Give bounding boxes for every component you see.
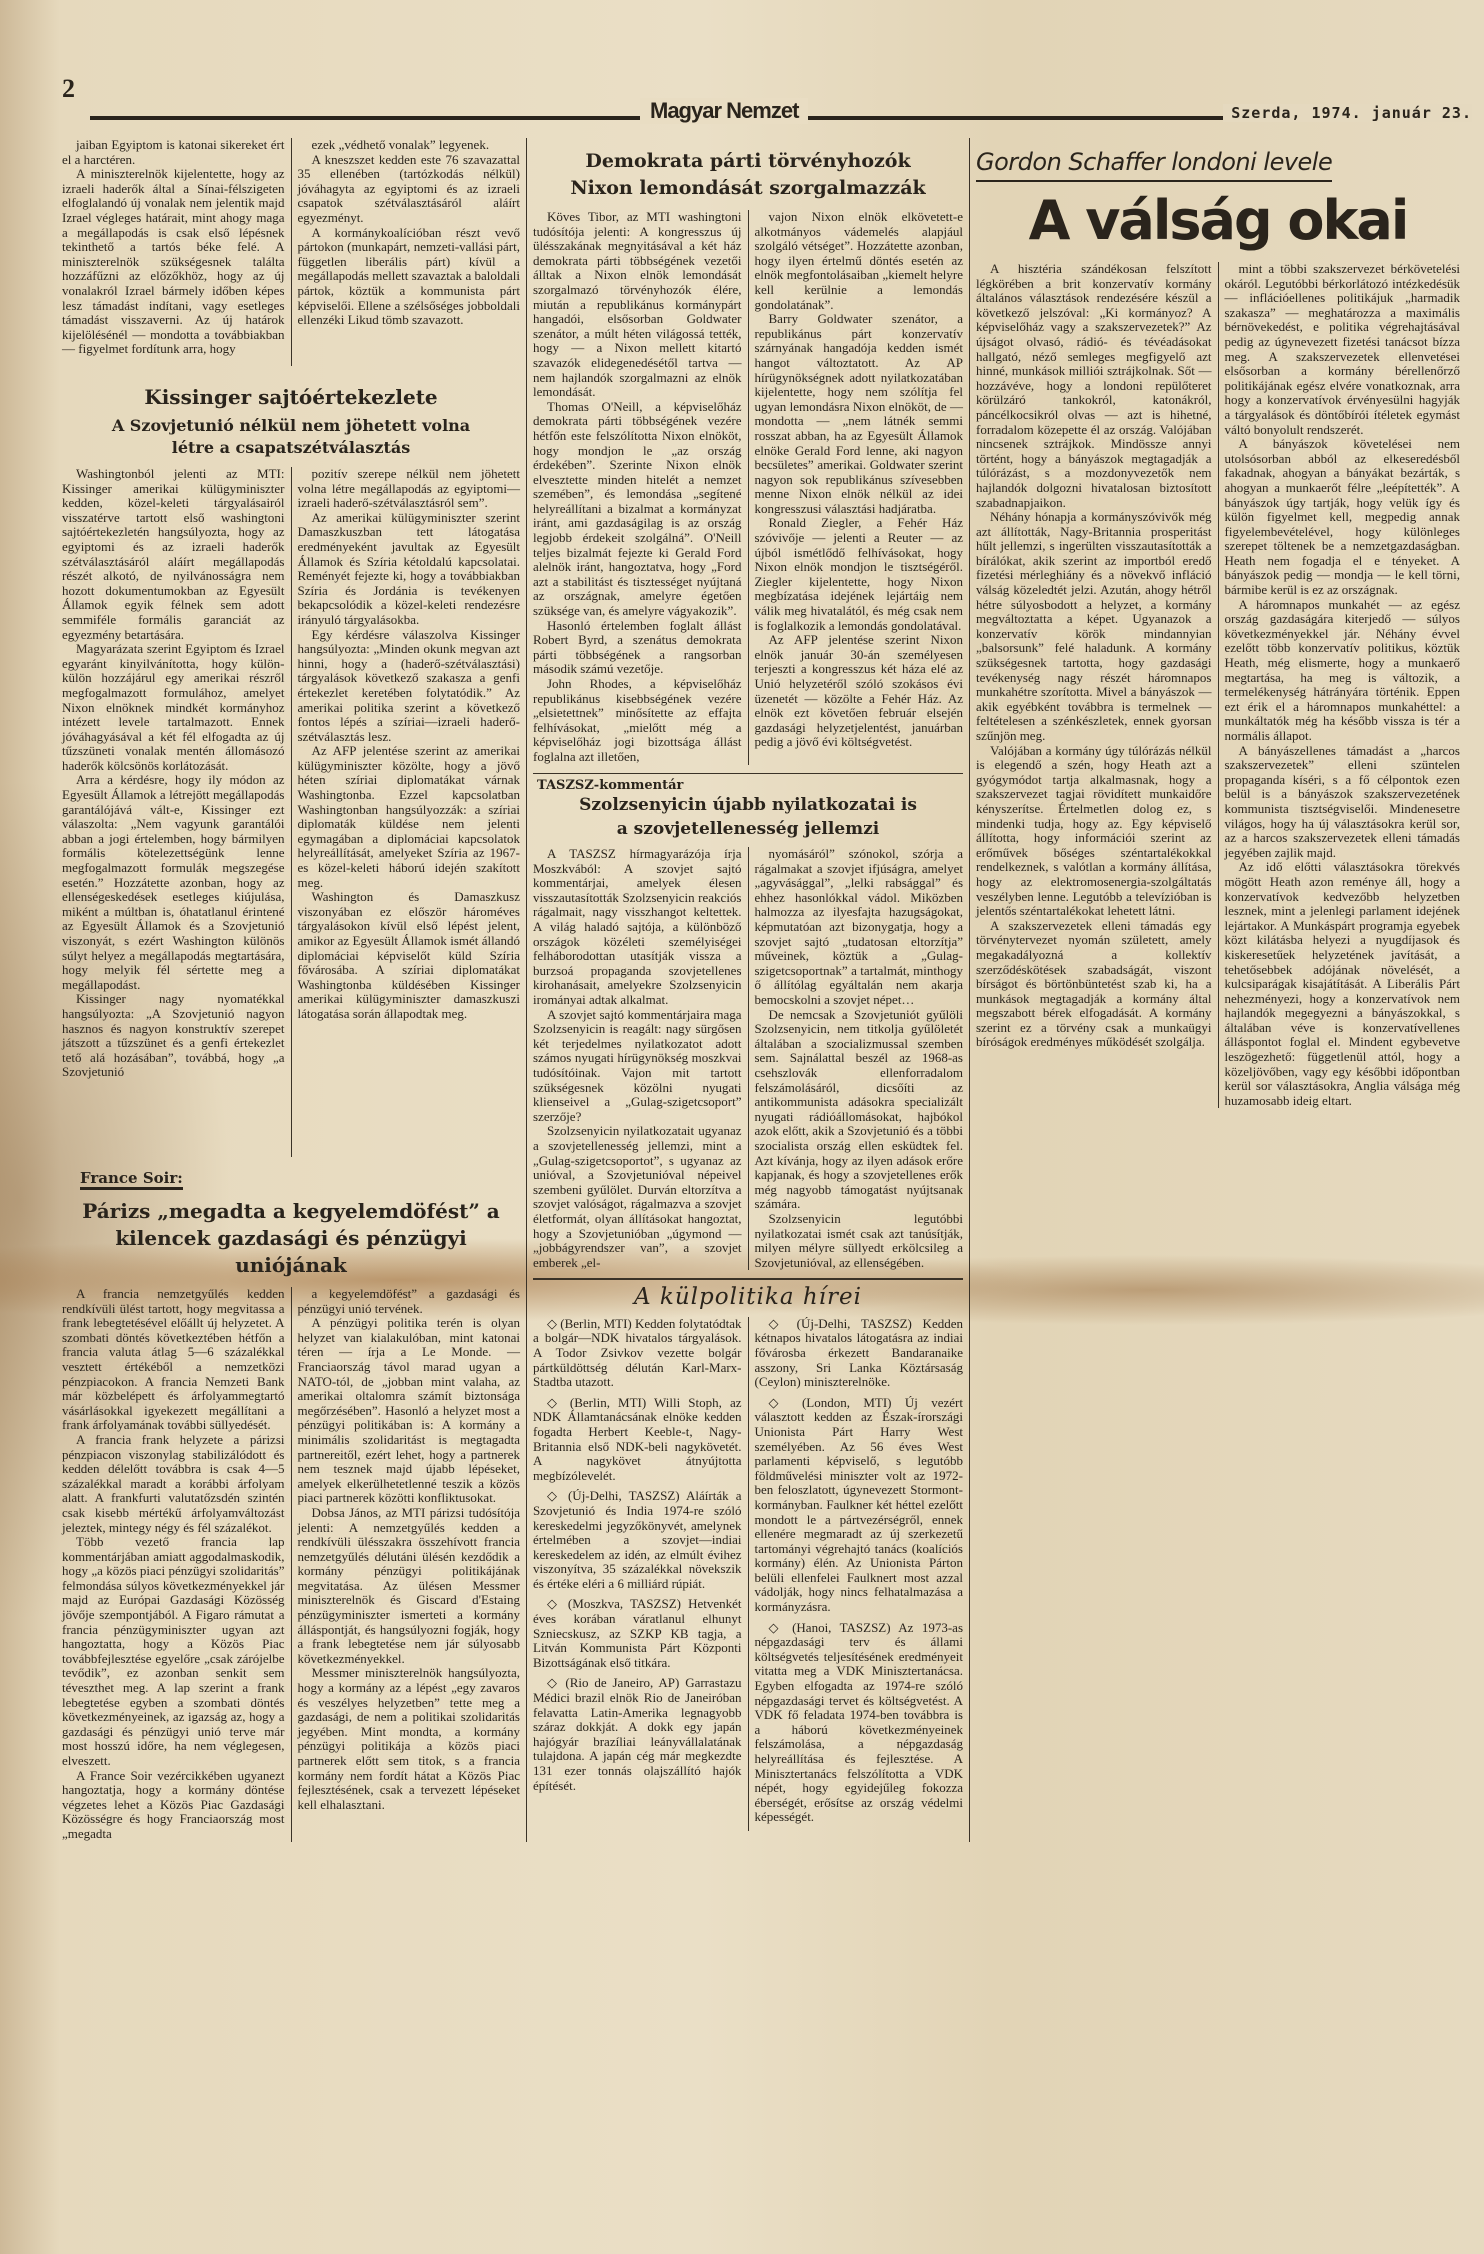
paragraph: A háromnapos munkahét — az egész ország gazdaságára kiterjedő — súlyos következményekkel jár. Néhány évvel ezelőtt több konzervatív politikus, köztük Heath, még elismerte, hogy a munkaerő megtartása, ha meg is változik, a termelékenység hátrányára történik. Eppen ezt érik el a háromnapos munkahéttel: a munkáltatók még ha később vissza is tér a normális állapot. bbox=[1224, 596, 1460, 743]
page-number: 2 bbox=[62, 74, 75, 103]
democrats-headline-2: Nixon lemondását szorgalmazzák bbox=[570, 177, 926, 199]
paragraph: A hisztéria szándékosan felszított légkörében a brit konzervatív kormány általános választások rendezésére készül a következő jelszóval: „Ki kormányoz? A képviselőház vagy a szakszervezetek?” Az újságot olvasó, rádió- és tévéadásokat hallgató, néző semleges megfigyelő azt hinné, munkások milliói sztrájkolnak. Sőt — hozzávéve, hogy a londoni repülőteret körülzáró tankokról, katonákról, páncélkocsikról olvas — azt is hihetné, forradalom közepette él az ország. Valójában nincsenek sztrájkok. Mindössze annyi történt, hogy a bányászok megtagadják a túlórázást, s a mozdonyvezetők nem hajlandók dolgozni hivatalosan biztosított szabadnapjaikon. bbox=[976, 261, 1212, 510]
page-body bbox=[62, 138, 1466, 1842]
democrats-headline-1: Demokrata párti törvényhozók bbox=[585, 150, 911, 172]
paragraph: Dobsa János, az MTI párizsi tudósítója jelenti: A nemzetgyűlés kedden a rendkívüli ülésszakra összehívott francia nemzetgyűlés délutáni ülésén kezdődik a kormány pénzügyi politikájának megvitatása. Az ülésen Messmer miniszterelnök és Giscard d'Estaing pénzügyminiszter ismerteti a kormány álláspontját, és hangsúlyozni fogják, hogy a frank lebegtetése nem jár súlyosabb következményekkel. bbox=[297, 1504, 520, 1666]
democrats-col2 bbox=[748, 210, 964, 765]
crisis-col1 bbox=[976, 262, 1212, 1108]
taszsz-headline-1: Szolzsenyicin újabb nyilatkozatai is bbox=[579, 795, 917, 816]
paragraph: Barry Goldwater szenátor, a republikánus párt konzervatív szárnyának hangadója kedden ismét hangot változtatott. Az AP hírügynökségnek adott nyilatkozatában kijelentette, hogy nem szólítja fel ugyan lemondásra Nixon elnököt, de — mondotta — „nem látnék semmi rosszat abban, ha az Egyesült Államok elnöke Gerald Ford lenne, aki nagyon becsületes” amerikai. Goldwater szerint nagyon sok republikánus szívesebben menne Nixon elnök nélkül az idei kongresszusi választási hadjáratba. bbox=[754, 311, 963, 516]
kissinger-col2 bbox=[291, 467, 521, 1157]
paragraph: A miniszterelnök kijelentette, hogy az izraeli haderők által a Sínai-félszigeten elfoglalandó új vonalak nem jelentik majd Izrael végleges határait, mint ahogy maga a megállapodás is csak első lépésnek tekinthető a tartós béke felé. A miniszterelnök szükségesnek találta hozzáfűzni az előzőkhöz, hogy az új vonalakról Izrael bármely időben képes lesz támadást indítani, vagy esetleges támadást visszaverni. Az új határok kijelölésénél — mondotta a továbbiakban — figyelmet fordítunk arra, hogy bbox=[62, 166, 285, 357]
paragraph: Szolzsenyicin legutóbbi nyilatkozatai ismét csak azt tanúsítják, milyen mélyre süllyedt erkölcsileg a Szovjetunióval, az ellenségében. bbox=[754, 1210, 963, 1270]
section-rule bbox=[533, 1278, 963, 1280]
paragraph: ◇ (Berlin, MTI) Kedden folytatódtak a bolgár—NDK hivatalos tárgyalások. A Todor Zsivkov vezette bolgár pártküldöttség délután Karl-Marx-Stadtba utazott. bbox=[533, 1315, 742, 1390]
paragraph: Az idő előtti választásokra törekvés mögött Heath azon reménye áll, hogy a konzervatívok kedvezőbb helyzetben lesznek, mint a jelenlegi parlament idejének lejártakor. A Munkáspárt programja egyebek közt kilátásba helyezi a nyugdíjasok és kiskeresetűek helyzetének javítását, a tehetősebbek adójának növelését, a kulcsiparágak kisajátítását. A Liberális Párt nehezményezi, hogy a konzervatívok nem hajlandók megegyezni a bányászokkal, s általában véve is konzervatívellenes álláspontot foglal el. Mindent egybevetve leszögezhető: függetlenül attól, hogy a közeljövőben, vagy egy későbbi időpontban kerül sor választásokra, Anglia válsága még huzamosabb ideig eltart. bbox=[1224, 859, 1460, 1108]
france-soir-kicker: France Soir: bbox=[80, 1169, 183, 1190]
paragraph: ezek „védhető vonalak” legyenek. bbox=[311, 137, 490, 152]
france-soir-col2 bbox=[291, 1287, 521, 1842]
left-top-article bbox=[62, 138, 520, 366]
paragraph: ◇ (Rio de Janeiro, AP) Garrastazu Médici brazil elnök Rio de Janeiróban felavatta Latin-Amerika legnagyobb száraz dokkját. A dokk egy japán hajógyár brazíliai leányvállalatának tulajdona. A japán cég már megkezdte 131 ezer tonnás olajszállító hajók építését. bbox=[533, 1675, 742, 1793]
paragraph: A francia nemzetgyűlés kedden rendkívüli ülést tartott, hogy megvitassa a frank lebegtetésével előállt új helyzetet. A szombati döntés következtében hétfőn a francia valuta átlag 5—6 százalékkal vesztett értékéből a nemzetközi pénzpiacokon. A francia Nemzeti Bank már közbelépett és árfolyammegtartó vásárlásokkal igyekezett megállítani a frank árfolyamának további süllyedését. bbox=[62, 1286, 285, 1433]
foreign-news-article bbox=[533, 1317, 963, 1831]
right-section bbox=[969, 138, 1460, 1842]
taszsz-headline-2: a szovjetellenesség jellemzi bbox=[616, 819, 880, 840]
paragraph: De nemcsak a Szovjetuniót gyűlöli Szolzsenyicin, nem titkolja gyűlöletét általában a szocializmussal szemben sem. Sajnálattal beszél az 1968-as csehszlovák ellenforradalom felszámolásáról, dicsőíti az antikommunista adásokra specializált nyugati rádióállomásokat, hajbókol azok előtt, akik a Szovjetunió és a többi szocialista ország ellen esküdtek fel. Azt kívánja, hogy az ilyen adások erőre kapjanak, és hogy a szovjetellenes erők még nagyobb támogatást nyújtsanak számára. bbox=[754, 1006, 963, 1212]
paragraph: Ronald Ziegler, a Fehér Ház szóvivője — jelenti a Reuter — az újból ismétlődő felhívásokat, hogy Nixon elnök mondjon le tisztségéről. Ziegler kijelentette, hogy Nixon megbízatása idejének lejártáig nem válik meg hivatalától, és még csak nem is foglalkozik a lemondás gondolatával. bbox=[754, 515, 963, 633]
france-soir-col1 bbox=[62, 1287, 285, 1842]
kissinger-headline: Kissinger sajtóértekezlete bbox=[144, 385, 438, 409]
paragraph: ◇ (Új-Delhi, TASZSZ) Aláírták a Szovjetunió és India 1974-re szóló kereskedelmi jegyzőkönyvét, amelynek értelmében a szovjet—indiai kereskedelem az idén, az elmúlt évihez viszonyítva, 35 százalékkal növekszik és értéke eléri a 6 milliárd rúpiát. bbox=[533, 1488, 742, 1591]
kissinger-article bbox=[62, 467, 520, 1157]
crisis-col2 bbox=[1218, 262, 1461, 1108]
paragraph: ◇ (London, MTI) Új vezért választott kedden az Észak-írországi Unionista Párt Harry West személyében. Az 56 éves West parlamenti képviselő, s legutóbb földművelési miniszter volt az 1972-ben feloszlatott, úgynevezett Stormont-kormányban. Faulkner két héttel ezelőtt mondott le a pártvezérségről, ennek ellenére megmaradt az új szerkezetű tartományi végrehajtó tanács (koalíciós kormány) élén. Az Unionista Párton belüli ellenfelei Faulknert most azzal vádolják, hogy nincs felhatalmazása a kormányzásra. bbox=[754, 1394, 963, 1615]
paragraph: A bányászellenes támadást a „harcos szakszervezetek” elleni szüntelen propaganda kíséri, s a fő célpontok ezen belül is a bányászok szakszervezetének kommunista tisztségviselői. Mindenesetre világos, hogy ha új választásokra kerül sor, az a harcos szakszervezetek elleni támadás jegyében zajlik majd. bbox=[1224, 742, 1460, 860]
paragraph: Magyarázata szerint Egyiptom és Izrael egyaránt kinyilvánította, hogy külön-külön hozzájárul egy amerikai részről megfogalmazott formulához, amelyet Nixon elnöknek mindkét kormányhoz intézett levele tartalmazott. Ennek jóváhagyásával a két fél elfogadta az új tűzszüneti vonalak mentén állomásozó haderők kölcsönös korlátozását. bbox=[62, 641, 285, 773]
paragraph: nyomásáról” szónokol, szórja a rágalmakat a szovjet ifjúságra, amelyet „agyvásággal”, „lelki rabsággal” és ehhez hasonlókkal vádol. Miközben halmozza az ilyesfajta hazugságokat, képmutatóan azt bizonygatja, hogy a szovjet sajtó „tudatosan eltorzítja” műveinek, köztük a „Gulag-szigetcsoportnak” a tartalmát, minthogy ő állítólag egyáltalán nem akarja bemocskolni a szovjet népet… bbox=[754, 846, 963, 1007]
left-section bbox=[62, 138, 520, 1842]
taszsz-kicker: TASZSZ-kommentár bbox=[537, 778, 684, 794]
paragraph: A pénzügyi politika terén is olyan helyzet van kialakulóban, mint katonai téren — írja a Le Monde. — Franciaország távol marad ugyan a NATO-tól, de „jobban mint valaha, az amerikai oltalomra számít biztonsága megőrzésében”. Hasonló a helyzet most a pénzügyi politikában is: A kormány a minimális szolidaritást is megtagadta partnereitől, ezért lehet, hogy a partnerek nem tesznek majd újabb lépéseket, amelyek elkerülhetetlenné teszik a közös piaci partnerek közötti konfliktusokat. bbox=[297, 1315, 520, 1506]
france-soir-article bbox=[62, 1287, 520, 1842]
paragraph: Köves Tibor, az MTI washingtoni tudósítója jelenti: A kongresszus új ülésszakának megnyitásával a két ház demokrata párti többségének vezetői álltak a Nixon elnök lemondását szorgalmazó törvényhozók élére, miután a republikánus kormánypárt hangadói, elsősorban Goldwater szenátor, a múlt héten világossá tették, hogy — a Nixon mellett kitartó szavazók elidegenedésétől tartva — nem hajlandók szorgalmazni az elnök lemondását. bbox=[533, 209, 742, 400]
paragraph: ◇ (Moszkva, TASZSZ) Hetvenkét éves korában váratlanul elhunyt Szniecskusz, az SZKP KB tagja, a Litván Kommunista Párt Központi Bizottságának első titkára. bbox=[533, 1596, 742, 1670]
paragraph: John Rhodes, a képviselőház republikánus kisebbségének vezére „elsietettnek” minősítette az effajta felhívásokat, „mielőtt még a képviselőház jogi bizottsága állást foglalna azt illetően, bbox=[533, 676, 742, 764]
paragraph: Hasonló értelemben foglalt állást Robert Byrd, a szenátus demokrata párti többségének a rangsorban második számú vezetője. bbox=[533, 617, 742, 677]
paragraph: Az amerikai külügyminiszter szerint Damaszkuszban tett látogatása eredményeként javultak az Egyesült Államok és Szíria kétoldalú kapcsolatai. Reményét fejezte ki, hogy a továbbiakban Szíria és Jordánia is tevékenyen bekapcsolódik a közel-keleti rendezésre irányuló tárgyalásokba. bbox=[297, 509, 520, 627]
paragraph: ◇ (Új-Delhi, TASZSZ) Kedden kétnapos hivatalos látogatásra az indiai fővárosba érkezett Bandaranaike asszony, Sri Lanka Köztársaság (Ceylon) miniszterelnöke. bbox=[754, 1315, 963, 1390]
paragraph: A TASZSZ hírmagyarázója írja Moszkvából: A szovjet sajtó kommentárjai, amelyek élesen visszautasították Szolzsenyicin reakciós rágalmait, nagy visszhangot keltettek. A világ haladó sajtója, a különböző országok közéleti személyiségei felháborodottan utasítják vissza a burzsoá propaganda szovjetellenes kirohanásait, amelyekre Szolzsenyicin irományai adtak alkalmat. bbox=[533, 846, 742, 1007]
paragraph: vajon Nixon elnök elkövetett-e alkotmányos vádemelés alapjául szolgáló vétséget”. Hozzátette azonban, hogy ilyen értelmű döntés esetén az elnök megfontolásaiban „kiemelt helyre kell kerülnie a lemondás gondolatának”. bbox=[754, 209, 963, 312]
paragraph: Az AFP jelentése szerint az amerikai külügyminiszter közölte, hogy a jövő héten szíriai diplomatákat várnak Washingtonba. Ezzel kapcsolatban Washingtonban hangsúlyozzák: a szíriai diplomaták küldése nem jelenti egymagában a diplomáciai kapcsolatok helyreállítását, amelyeket Szíria az 1967-es közel-keleti háború idején szakított meg. bbox=[297, 743, 520, 890]
democrats-col1 bbox=[533, 210, 742, 765]
paragraph: A bányászok követelései nem utolsósorban abból az elkeseredésből fakadnak, ahogyan a bányákat bezárták, s ahogyan a munkaerőt félre „leépítették”. A bányászok úgy tartják, hogy velük így és külön figyelmet kell, megpedig annak figyelembevételével, hogy különleges szerepet töltenek be a nemzetgazdaságban. Heath nem fogadja el e tényeket. A bányászok pedig — mondja — le kell törni, bármibe kerül is ez az országnak. bbox=[1224, 436, 1460, 598]
paragraph: pozitív szerepe nélkül nem jöhetett volna létre megállapodás az egyiptomi—izraeli haderő-szétválasztásról sem”. bbox=[297, 466, 520, 511]
issue-date: Szerda, 1974. január 23. bbox=[1223, 104, 1472, 122]
kissinger-col1 bbox=[62, 467, 285, 1157]
foreign-news-col1 bbox=[533, 1317, 742, 1831]
crisis-article bbox=[976, 262, 1460, 1108]
foreign-news-col2 bbox=[748, 1317, 964, 1831]
letter-kicker: Gordon Schaffer londoni levele bbox=[976, 148, 1332, 182]
newspaper-title: Magyar Nemzet bbox=[640, 98, 808, 124]
paragraph: Egy kérdésre válaszolva Kissinger hangsúlyozta: „Minden okunk megvan azt hinni, hogy a (haderő-szétválasztási) tárgyalások következő szakasza a genfi értekezlet keretében folytatódik.” Az amerikai politika szerint a következő fontos lépés a szíriai—izraeli haderő-szétválasztás lesz. bbox=[297, 626, 520, 744]
kissinger-subheadline: A Szovjetunió nélkül nem jöhetett volna létre a csapatszétválasztás bbox=[111, 416, 471, 457]
paragraph: ◇ (Berlin, MTI) Willi Stoph, az NDK Államtanácsának elnöke kedden fogadta Herbert Keeble-t, Nagy-Britannia első NDK-beli nagykövetét. A nagykövet átnyújtotta megbízólevelét. bbox=[533, 1394, 742, 1483]
paragraph: A francia frank helyzete a párizsi pénzpiacon viszonylag stabilizálódott és kedden délelőtt továbbra is csak 4—5 százalékkal maradt a korábbi árfolyam alatt. A frankfurti valutatőzsdén szintén csak kisebb mértékű árfolyamváltozást jeleztek, mintegy négy és fél százalékot. bbox=[62, 1431, 285, 1535]
paragraph: Washingtonból jelenti az MTI: Kissinger amerikai külügyminiszter kedden, közel-keleti tárgyalásairól visszatérve tartott első washingtoni sajtóértekezletén hangsúlyozta, hogy az egyiptomi és az izraeli haderők szétválasztásáról aláírt megállapodás részét alkotó, de nyilvánosságra nem hozott dokumentumokban az Egyesült Államok egyik félnek sem adott semmiféle formális garanciát az egyezmény betartására. bbox=[62, 466, 285, 642]
paragraph: A kormánykoalícióban részt vevő pártokon (munkapárt, nemzeti-vallási párt, független liberális párt) kívül a megállapodás mellett szavaztak a baloldali pártok, köztük a kommunista párt képviselői. Ellene a szélsőséges jobboldali ellenzéki Likud tömb szavazott. bbox=[297, 224, 520, 328]
paragraph: Arra a kérdésre, hogy ily módon az Egyesült Államok a létrejött megállapodás garantálójává vált-e, Kissinger ezt válaszolta: „Nem vagyunk garantálói abban a jogi értelemben, hogy bármilyen formális kötelezettségünk lenne megfogalmazott formulák megszegése esetén.” Hozzátette azonban, hogy az ellenségeskedések esetleges kiújulása, miként a múltban is, óhatatlanul érintené az Egyesült Államok és a Szovjetunió viszonyát, s ezért Washington különös súlyt helyez a megállapodás megtartására, hogy melyik fél sértette meg a megállapodást. bbox=[62, 772, 285, 992]
paragraph: jaiban Egyiptom is katonai sikereket ért el a harctéren. bbox=[62, 137, 285, 167]
paragraph: Szolzsenyicin nyilatkozatait ugyanaz a szovjetellenesség jellemzi, mint a „Gulag-szigetcsoportot”, s ugyanaz az unióval, a Szovjetunióval népeivel szembeni gyűlölet. Durván eltorzítva a szovjet valóságot, rágalmazva a szovjet életformát, olyan állításokat hangoztat, hogy a Szovjetunióban „úgymond — „jobbágyrendszer van”, a szovjet emberek „el- bbox=[533, 1123, 742, 1270]
paragraph: Washington és Damaszkusz viszonyában ez először hároméves tárgyalásokon kívül első lépést jelent, amikor az Egyesült Államok ismét állandó diplomáciai képviselőt küld Szíria fővárosába. A szíriai diplomatákat Washingtonba küldésében Kissinger amerikai külügyminiszter damaszkuszi látogatása során állapodtak meg. bbox=[297, 889, 520, 1021]
paragraph: ◇ (Hanoi, TASZSZ) Az 1973-as népgazdasági terv és állami költségvetés teljesítésének eredményeit vitatta meg a VDK Minisztertanácsa. Egyben elfogadta az 1974-re szóló népgazdasági tervet és költségvetést. A VDK fő feladata 1974-ben továbbra is a háború következményeinek felszámolása, a népgazdaság helyreállítása és fejlesztése. A Minisztertanács felszólította a VDK népét, hogy egyidejűleg fokozza éberségét, erősítse az ország védelmi képességét. bbox=[754, 1619, 963, 1825]
foreign-news-headline: A külpolitika hírei bbox=[634, 1283, 862, 1310]
paragraph: A kneszszet kedden este 76 szavazattal 35 ellenében (tartózkodás nélkül) jóváhagyta az egyiptomi és az izraeli csapatok szétválasztásáról aláírt egyezményt. bbox=[297, 151, 520, 225]
democrats-article bbox=[533, 210, 963, 765]
section-rule bbox=[533, 773, 963, 775]
paragraph: A szovjet sajtó kommentárjaira maga Szolzsenyicin is reagált: nagy sürgősen két terjedelmes nyilatkozatot adott számos nyugati hírügynökség moszkvai tudósítóinak. Vajon mit tartott szükségesnek közölni nyugati klienseivel a „Gulag-szigetcsoport” szerzője? bbox=[533, 1006, 742, 1124]
taszsz-col2 bbox=[748, 847, 964, 1270]
taszsz-col1 bbox=[533, 847, 742, 1270]
france-soir-headline: Párizs „megadta a kegyelemdöfést” a kilencek gazdasági és pénzügyi uniójának bbox=[82, 1199, 500, 1277]
taszsz-article bbox=[533, 847, 963, 1270]
middle-section bbox=[526, 138, 963, 1842]
paragraph: Valójában a kormány úgy túlórázás nélkül is elegendő a szén, hogy Heath azt a gyógymódot tartja alkalmasnak, hogy a szakszervezet tagjai rövidített munkaidőre kényszerítse. Értelmetlen dolog ez, s mindenki tudja, hogy az. Egy képviselő állította, hogy információi szerint az erőművek bőséges széntartalékokkal rendelkeznek, s valótlan a kormány állítása, hogy az elektromosenergia-szolgáltatás veszélyben lenne. Legutóbb a televízióban is jelentős széntartalékokat lehetett látni. bbox=[976, 742, 1212, 919]
crisis-headline: A válság okai bbox=[1028, 189, 1408, 252]
left-top-col2 bbox=[291, 138, 521, 366]
paragraph: A France Soir vezércikkében ugyanezt hangoztatja, hogy a kormány döntése végzetes lehet a Közös Piac Gazdasági Közösségre és hogy Franciaország most „megadta bbox=[62, 1767, 285, 1841]
paragraph: Több vezető francia lap kommentárjában amiatt aggodalmaskodik, hogy „a közös piaci pénzügyi szolidaritás” felmondása súlyos következményekkel jár majd az Európai Gazdasági Közösség jövője szempontjából. A Figaro rámutat a francia pénzügyminiszter ugyan azt hangoztatta, hogy a Közös Piac továbbfejlesztése egyelőre „csak zárójelbe tevődik”, ez azonban senkit sem téveszthet meg. A lap szerint a frank lebegtetése egyben a szombati döntés következményeinek, az igazság az, hogy a gazdasági és pénzügyi unió terve már most hosszú időre, ha nem véglegesen, elveszett. bbox=[62, 1534, 285, 1768]
paragraph: Kissinger nagy nyomatékkal hangsúlyozta: „A Szovjetunió nagyon hasznos és nagyon konstruktív szerepet játszott a tűzszünet és a genfi értekezlet tető alá hozásában”, továbbá, hogy „a Szovjetunió bbox=[62, 991, 285, 1080]
left-top-col1 bbox=[62, 138, 285, 366]
paragraph: a kegyelemdöfést” a gazdasági és pénzügyi unió tervének. bbox=[297, 1286, 520, 1316]
paragraph: Thomas O'Neill, a képviselőház demokrata párti többségének vezére hétfőn este felszólította Nixon elnököt, hogy mondjon le „az ország érdekében”. Szerinte Nixon elnök elvesztette minden hitelét a nemzet szemében”, és lemondása „segítené helyreállítani a bizalmat a kormányzat iránt, ami gazdaságilag is az ország legjobb érdekeit szolgálná”. O'Neill teljes bizalmát fejezte ki Gerald Ford alelnök iránt, hangoztatva, hogy „Ford azt a stabilitást és tisztességet nyújtaná az országnak, amelyre égetően szüksége van, és amelyre vágyakozik”. bbox=[533, 398, 742, 619]
paragraph: Messmer miniszterelnök hangsúlyozta, hogy a kormány az a lépést „egy zavaros és veszélyes helyzetben” tette meg a gazdasági, de nem a politikai szolidaritás jegyében. Mint mondta, a kormány pénzügyi politikája a közös piaci partnerek előtt sem titok, s a francia kormány nem fordít hátat a Közös Piac fejlesztésének, csak a tervezett lépéseket kell elhalasztani. bbox=[297, 1665, 520, 1812]
paragraph: mint a többi szakszervezet bérkövetelési okáról. Legutóbbi bérkorlátozó intézkedésük — inflációellenes politikájuk „harmadik szakasza” — meghatározza a maximális bérnövekedést, e politika végrehajtásával pedig az úgynevezett fizetési tanácsot bízza meg. A szakszervezetek ellenvetései elsősorban a kormány bérellenőrző politikájának egész elvére vonatkoznak, arra hogy a konzervatívok érvényesülni hagyják a tárgyalások és döntőbírói ítéletek egymást váltó bonyolult rendszerét. bbox=[1224, 261, 1460, 437]
paragraph: A szakszervezetek elleni támadás egy törvénytervezet nyomán született, amely megakadályozná a kollektív szerződéskötések szabadságát, viszont bírságot és börtönbüntetést szab ki, ha a munkások megtagadják a kormány által megszabott bérek elfogadását. A kormány szerint ez a törvény csak a munkaügyi bíróságok eredményes működését szolgálja. bbox=[976, 917, 1212, 1050]
paragraph: Néhány hónapja a kormányszóvivők még azt állították, Nagy-Britannia prosperitást hűlt jellemzi, s ingerülten visszautasították a bírálókat, akik szerint az importból eredő fizetési mérleghiány és a növekvő infláció válság közeledtét jelzi. Azután, ahogy hétről hétre súlyosbodott a helyzet, a kormány megváltoztatta a képet. Ugyanazok a konzervatív körök mindannyian „balsorsunk” felé haladunk. A kormány szükségesnek tartotta, hogy gazdasági tevékenység nagy részét háromnapos munkahétre szorította. Mivel a bányászok — akik egyébként továbbra is termelnek — feltételesen a szénkészletek, ennek gyorsan szűnjön meg. bbox=[976, 509, 1212, 743]
paragraph: Az AFP jelentése szerint Nixon elnök január 30-án személyesen terjeszti a kongresszus két háza elé az Unió helyzetéről szóló szokásos évi üzenetét — közölte a Fehér Ház. Az elnök ezt követően február elsején gazdasági helyzetjelentést, januárban pedig a jövő évi költségvetést. bbox=[754, 632, 963, 750]
